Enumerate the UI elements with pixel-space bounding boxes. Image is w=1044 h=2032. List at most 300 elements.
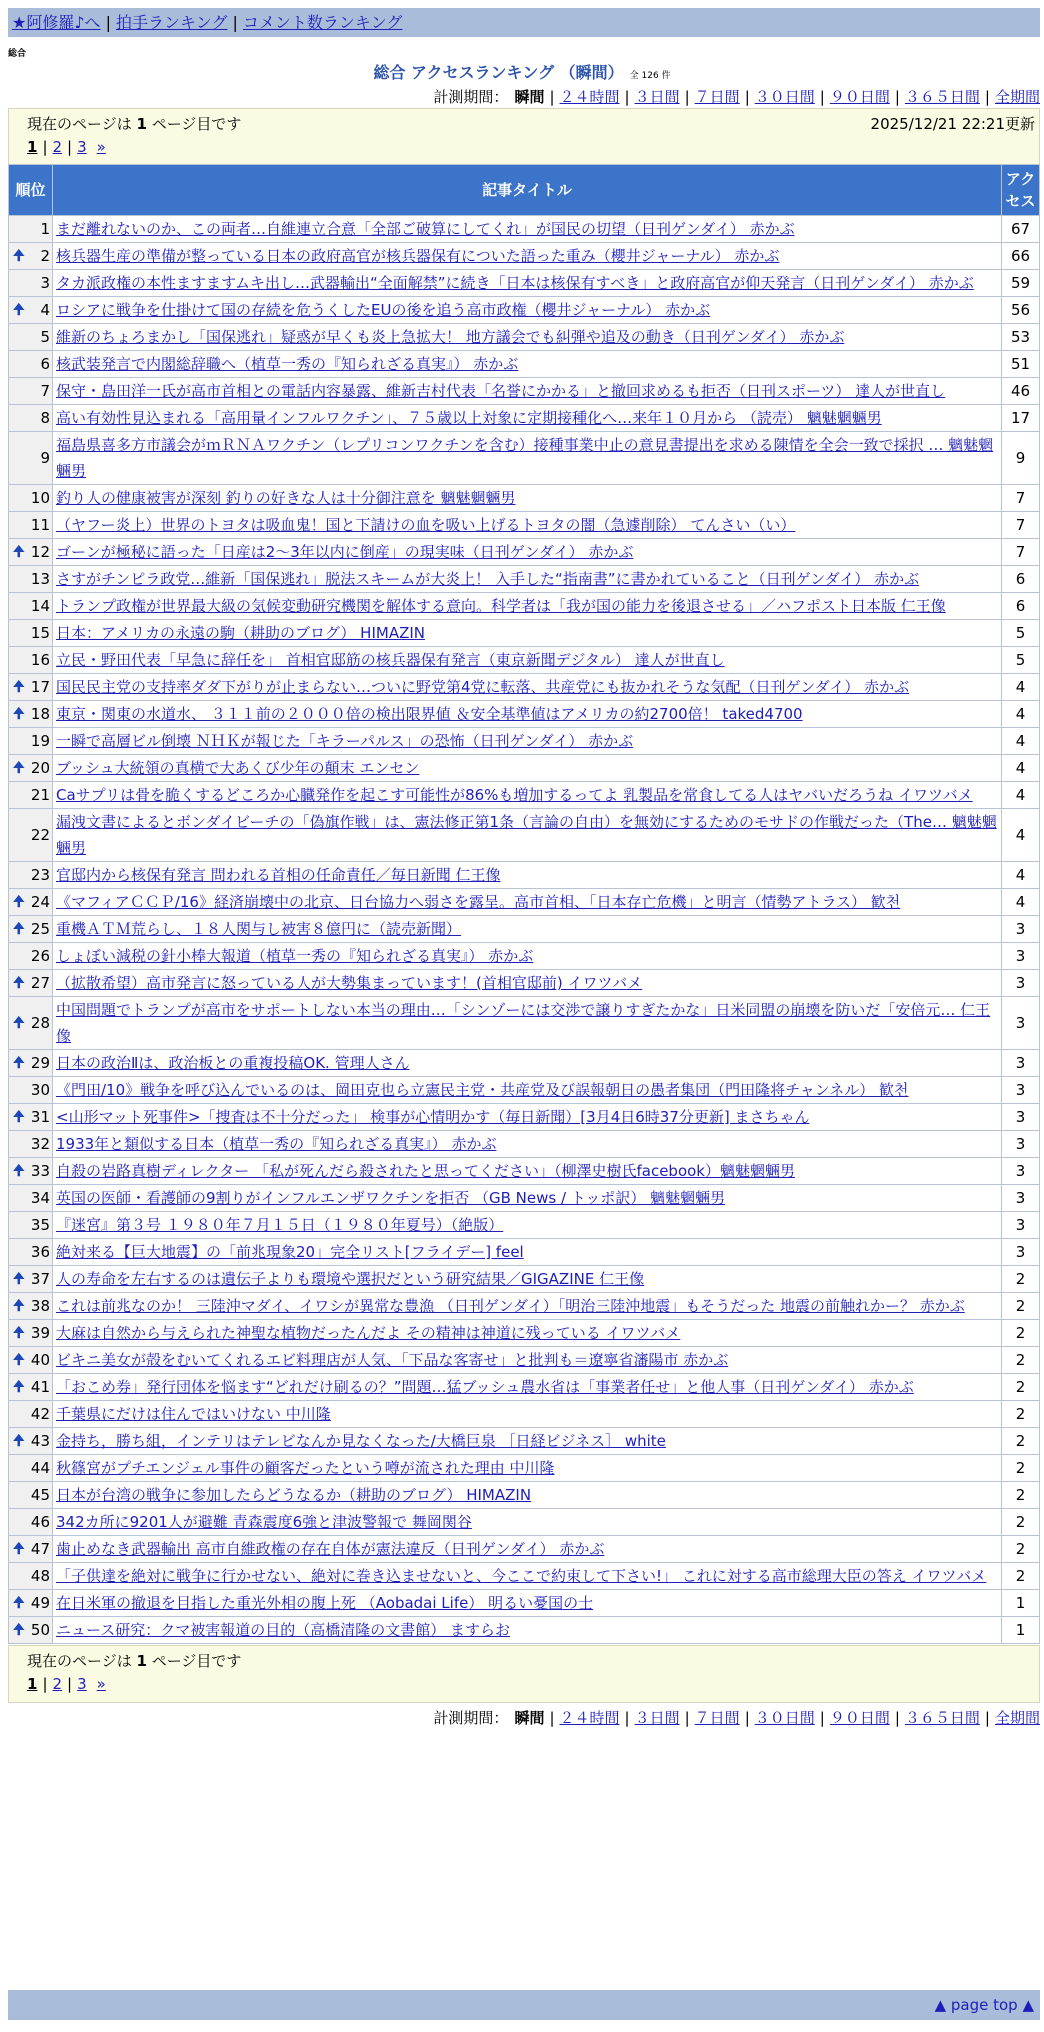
access-count: 1 — [1002, 1617, 1040, 1644]
page-separator: | — [67, 1675, 73, 1693]
title-cell — [53, 1077, 1002, 1104]
title-cell — [53, 1158, 1002, 1185]
up-arrow-icon: 🠉 — [13, 1595, 25, 1611]
article-link[interactable]: 重機ＡＴＭ荒らし、１８人関与し被害８億円に（読売新聞） — [56, 920, 462, 938]
period-link[interactable]: ３０日間 — [754, 1709, 815, 1727]
period-current: 瞬間 — [514, 88, 545, 106]
period-separator: | — [984, 1709, 990, 1727]
title-cell — [53, 1239, 1002, 1266]
rank-number: 36 — [30, 1243, 50, 1261]
table-row — [9, 566, 1040, 593]
article-link[interactable]: 立民・野田代表「早急に辞任を」 首相官邸筋の核兵器保有発言（東京新聞デジタル） 達人が世直し — [56, 651, 725, 669]
up-arrow-icon: 🠉 — [13, 1622, 25, 1638]
rank-number: 41 — [30, 1378, 50, 1396]
access-count: 3 — [1002, 970, 1040, 997]
article-link[interactable]: 福島県喜多方市議会がｍＲＮＡワクチン（レプリコンワクチンを含む）接種事業中止の意見書提出を求める陳情を全会一致で採択 … 魑魅魍魎男 — [56, 436, 994, 480]
title-cell — [53, 728, 1002, 755]
article-link[interactable]: タカ派政権の本性ますますムキ出し…武器輸出“全面解禁”に続き「日本は核保有すべき」と政府高官が仰天発言（日刊ゲンダイ） 赤かぶ — [56, 274, 974, 292]
access-count: 3 — [1002, 1131, 1040, 1158]
access-count: 53 — [1002, 324, 1040, 351]
page-number-link[interactable]: 2 — [52, 138, 63, 156]
article-link[interactable]: 秋篠宮がプチエンジェル事件の顧客だったという噂が流された理由 中川隆 — [56, 1459, 555, 1477]
access-count: 3 — [1002, 1185, 1040, 1212]
article-link[interactable]: 《門田/10》戦争を呼び込んでいるのは、岡田克也ら立憲民主党・共産党及び誤報朝日の愚者集団（門田隆将チャンネル） 歓천 — [56, 1081, 909, 1099]
article-link[interactable]: 千葉県にだけは住んではいけない 中川隆 — [56, 1405, 331, 1423]
article-link[interactable]: ニュース研究：クマ被害報道の目的（高橋清隆の文書館） ますらお — [56, 1621, 511, 1639]
period-link[interactable]: ３０日間 — [754, 88, 815, 106]
title-cell — [53, 620, 1002, 647]
rank-cell — [9, 1212, 53, 1239]
rank-cell — [9, 755, 53, 782]
period-link[interactable]: ２４時間 — [559, 88, 620, 106]
article-link[interactable]: 1933年と類似する日本（植草一秀の『知られざる真実』） 赤かぶ — [56, 1135, 497, 1153]
home-link[interactable]: ★阿修羅♪へ — [12, 13, 101, 32]
rank-cell — [9, 1131, 53, 1158]
rank-number: 5 — [40, 328, 50, 346]
article-link[interactable]: 金持ち，勝ち組，インテリはテレビなんか見なくなった/大橋巨泉 ［日経ビジネス］ white — [56, 1432, 666, 1450]
up-arrow-icon: 🠉 — [13, 706, 25, 722]
pagination — [27, 1675, 106, 1693]
period-separator: | — [624, 1709, 630, 1727]
rank-cell — [9, 485, 53, 512]
table-row — [9, 809, 1040, 862]
article-link[interactable]: 日本の政治Ⅱは、政治板との重複投稿OK. 管理人さん — [56, 1054, 410, 1072]
up-arrow-icon: 🠉 — [13, 1109, 25, 1125]
page-number-current: 1 — [27, 1675, 38, 1693]
table-row — [9, 970, 1040, 997]
table-row — [9, 782, 1040, 809]
period-link[interactable]: ２４時間 — [559, 1709, 620, 1727]
rank-cell — [9, 916, 53, 943]
up-arrow-icon: 🠉 — [13, 921, 25, 937]
title-cell — [53, 1455, 1002, 1482]
page-separator: | — [42, 138, 48, 156]
title-cell — [53, 243, 1002, 270]
access-count: 4 — [1002, 674, 1040, 701]
period-current: 瞬間 — [514, 1709, 545, 1727]
up-arrow-icon: 🠉 — [13, 1433, 25, 1449]
access-count: 4 — [1002, 862, 1040, 889]
period-separator: | — [684, 1709, 690, 1727]
page-top-link[interactable]: ▲ page top ▲ — [934, 1996, 1034, 2014]
access-column-header: アクセス — [1002, 165, 1040, 216]
access-count: 5 — [1002, 620, 1040, 647]
article-link[interactable]: 在日米軍の撤退を目指した重光外相の腹上死 （Aobadai Life） 明るい憂国の士 — [56, 1594, 594, 1612]
table-row — [9, 216, 1040, 243]
next-page-link[interactable]: » — [96, 138, 106, 156]
access-count: 2 — [1002, 1347, 1040, 1374]
nav-separator: | — [105, 13, 111, 32]
article-link[interactable]: 日本が台湾の戦争に参加したらどうなるか（耕助のブログ） HIMAZIN — [56, 1486, 532, 1504]
access-count: 2 — [1002, 1320, 1040, 1347]
article-link[interactable]: 日本：アメリカの永遠の駒（耕助のブログ） HIMAZIN — [56, 624, 425, 642]
article-link[interactable]: 保守・島田洋一氏が高市首相との電話内容暴露、維新吉村代表「名誉にかかる」と撤回求めるも拒否（日刊スポーツ） 達人が世直し — [56, 382, 946, 400]
rank-number: 26 — [30, 947, 50, 965]
title-cell — [53, 566, 1002, 593]
rank-cell — [9, 351, 53, 378]
title-cell — [53, 916, 1002, 943]
access-count: 1 — [1002, 1590, 1040, 1617]
rank-number: 50 — [30, 1621, 50, 1639]
table-row — [9, 916, 1040, 943]
article-link[interactable]: Caサプリは骨を脆くするどころか心臓発作を起こす可能性が86%も増加するってよ 乳製品を常食してる人はヤバいだろうね イワツバメ — [56, 786, 973, 804]
page-number-link[interactable]: 3 — [77, 138, 87, 156]
table-header-row — [9, 165, 1040, 216]
rank-number: 2 — [40, 247, 50, 265]
rank-number: 10 — [30, 489, 50, 507]
rank-cell — [9, 674, 53, 701]
table-row — [9, 1239, 1040, 1266]
current-page-text: 現在のページは 1 ページ目です — [27, 1652, 242, 1670]
rank-number: 11 — [30, 516, 50, 534]
period-link[interactable]: ９０日間 — [829, 1709, 890, 1727]
rank-cell — [9, 243, 53, 270]
table-row — [9, 1482, 1040, 1509]
rank-number: 28 — [30, 1014, 50, 1032]
rank-cell — [9, 1077, 53, 1104]
access-count: 59 — [1002, 270, 1040, 297]
total-count: 全 126 件 — [629, 71, 671, 81]
article-link[interactable]: 中国問題でトランプが高市をサポートしない本当の理由…「シンゾーには交渉で譲りすぎたかな」日米同盟の崩壊を防いだ「安倍元… 仁王像 — [56, 1001, 991, 1045]
table-row — [9, 539, 1040, 566]
title-cell — [53, 809, 1002, 862]
up-arrow-icon: 🠉 — [13, 1163, 25, 1179]
access-count: 56 — [1002, 297, 1040, 324]
rank-number: 13 — [30, 570, 50, 588]
page-separator: | — [67, 138, 73, 156]
title-cell — [53, 1536, 1002, 1563]
up-arrow-icon: 🠉 — [13, 975, 25, 991]
rank-number: 37 — [30, 1270, 50, 1288]
table-row — [9, 1185, 1040, 1212]
article-link[interactable]: 一瞬で高層ビル倒壊 ＮＨＫが報じた「キラーパルス」の恐怖（日刊ゲンダイ） 赤かぶ — [56, 732, 634, 750]
table-row — [9, 997, 1040, 1050]
article-link[interactable]: これは前兆なのか！ 三陸沖マダイ、イワシが異常な豊漁 （日刊ゲンダイ）「明治三陸沖地震」もそうだった 地震の前触れかー？ 赤かぶ — [56, 1297, 965, 1315]
rank-number: 21 — [30, 786, 50, 804]
article-link[interactable]: 「子供達を絶対に戦争に行かせない、絶対に巻き込ませないと、今ここで約束して下さい!」 これに対する高市総理大臣の答え イワツバメ — [56, 1567, 987, 1585]
title-cell — [53, 216, 1002, 243]
rank-number: 30 — [30, 1081, 50, 1099]
title-cell — [53, 1293, 1002, 1320]
period-separator: | — [894, 1709, 900, 1727]
table-row — [9, 512, 1040, 539]
title-cell — [53, 432, 1002, 485]
period-separator: | — [819, 88, 825, 106]
article-link[interactable]: 維新のちょろまかし「国保逃れ」疑惑が早くも炎上急拡大！ 地方議会でも糾弾や追及の動き（日刊ゲンダイ） 赤かぶ — [56, 328, 845, 346]
rank-cell — [9, 997, 53, 1050]
article-link[interactable]: 高い有効性見込まれる「高用量インフルワクチン」、７５歳以上対象に定期接種化へ…来年１０月から （読売） 魑魅魍魎男 — [56, 409, 882, 427]
period-separator: | — [894, 88, 900, 106]
table-row — [9, 1536, 1040, 1563]
article-link[interactable]: 英国の医師・看護師の9割りがインフルエンザワクチンを拒否 （GB News / トッポ訳） 魑魅魍魎男 — [56, 1189, 726, 1207]
up-arrow-icon: 🠉 — [13, 1541, 25, 1557]
article-link[interactable]: 核武装発言で内閣総辞職へ（植草一秀の『知られざる真実』） 赤かぶ — [56, 355, 519, 373]
rank-cell — [9, 512, 53, 539]
access-count: 2 — [1002, 1266, 1040, 1293]
table-row — [9, 351, 1040, 378]
rank-cell — [9, 297, 53, 324]
period-separator: | — [744, 88, 750, 106]
table-row — [9, 1158, 1040, 1185]
rank-cell — [9, 1563, 53, 1590]
rank-cell — [9, 1482, 53, 1509]
rank-number: 32 — [30, 1135, 50, 1153]
table-row — [9, 1077, 1040, 1104]
table-row — [9, 270, 1040, 297]
period-link[interactable]: ３日間 — [634, 88, 680, 106]
rank-cell — [9, 1590, 53, 1617]
access-count: 17 — [1002, 405, 1040, 432]
page-number-link[interactable]: 3 — [77, 1675, 87, 1693]
table-row — [9, 1401, 1040, 1428]
rank-number: 33 — [30, 1162, 50, 1180]
rank-cell — [9, 728, 53, 755]
title-cell — [53, 997, 1002, 1050]
rank-number: 14 — [30, 597, 50, 615]
table-row — [9, 620, 1040, 647]
rank-cell — [9, 1266, 53, 1293]
table-row — [9, 1617, 1040, 1644]
nav-separator: | — [232, 13, 238, 32]
clap-ranking-link[interactable]: 拍手ランキング — [115, 13, 228, 32]
table-row — [9, 593, 1040, 620]
top-nav-bar — [8, 8, 1040, 37]
rank-number: 8 — [40, 409, 50, 427]
title-cell — [53, 970, 1002, 997]
table-row — [9, 405, 1040, 432]
rank-number: 22 — [30, 826, 50, 844]
table-row — [9, 324, 1040, 351]
access-count: 4 — [1002, 701, 1040, 728]
period-separator: | — [549, 1709, 555, 1727]
title-cell — [53, 1212, 1002, 1239]
rank-number: 7 — [40, 382, 50, 400]
rank-cell — [9, 1239, 53, 1266]
article-link[interactable]: 釣り人の健康被害が深刻 釣りの好きな人は十分御注意を 魑魅魍魎男 — [56, 489, 516, 507]
access-count: 2 — [1002, 1482, 1040, 1509]
rank-cell — [9, 1536, 53, 1563]
rank-cell — [9, 1320, 53, 1347]
title-cell — [53, 755, 1002, 782]
title-cell — [53, 1590, 1002, 1617]
access-count: 66 — [1002, 243, 1040, 270]
article-link[interactable]: 大麻は自然から与えられた神聖な植物だったんだよ その精神は神道に残っている イワツバメ — [56, 1324, 681, 1342]
period-label: 計測期間： — [433, 88, 509, 106]
access-count: 3 — [1002, 943, 1040, 970]
rank-number: 12 — [30, 543, 50, 561]
article-link[interactable]: 自殺の岩路真樹ディレクター 「私が死んだら殺されたと思ってください」（柳澤史樹氏facebook）魑魅魍魎男 — [56, 1162, 795, 1180]
article-link[interactable]: さすがチンピラ政党…維新「国保逃れ」脱法スキームが大炎上！ 入手した“指南書”に書かれていること（日刊ゲンダイ） 赤かぶ — [56, 570, 920, 588]
table-row — [9, 243, 1040, 270]
article-link[interactable]: 『迷宮』第３号 １９８０年７月１５日（１９８０年夏号）（絶版） — [56, 1216, 504, 1234]
table-row — [9, 755, 1040, 782]
article-link[interactable]: まだ離れないのか、この両者…自維連立合意「全部ご破算にしてくれ」が国民の切望（日刊ゲンダイ） 赤かぶ — [56, 220, 795, 238]
title-cell — [53, 701, 1002, 728]
up-arrow-icon: 🠉 — [13, 679, 25, 695]
period-link[interactable]: ３６５日間 — [904, 88, 980, 106]
rank-number: 35 — [30, 1216, 50, 1234]
table-row — [9, 1374, 1040, 1401]
access-count: 6 — [1002, 566, 1040, 593]
title-cell — [53, 324, 1002, 351]
period-link[interactable]: 全期間 — [994, 88, 1040, 106]
next-page-link[interactable]: » — [96, 1675, 106, 1693]
article-link[interactable]: 国民民主党の支持率ダダ下がりが止まらない…ついに野党第4党に転落、共産党にも抜かれそうな気配（日刊ゲンダイ） 赤かぶ — [56, 678, 910, 696]
up-arrow-icon: 🠉 — [13, 1298, 25, 1314]
article-link[interactable]: ゴーンが極秘に語った「日産は2〜3年以内に倒産」の現実味（日刊ゲンダイ） 赤かぶ — [56, 543, 634, 561]
rank-number: 44 — [30, 1459, 50, 1477]
article-link[interactable]: ビキニ美女が殻をむいてくれるエビ料理店が人気、「下品な客寄せ」と批判も＝遼寧省瀋陽市 赤かぶ — [56, 1351, 729, 1369]
access-count: 2 — [1002, 1563, 1040, 1590]
table-row — [9, 1050, 1040, 1077]
rank-number: 18 — [30, 705, 50, 723]
rank-number: 27 — [30, 974, 50, 992]
rank-number: 34 — [30, 1189, 50, 1207]
rank-cell — [9, 1509, 53, 1536]
ranking-table — [8, 164, 1040, 1644]
page-number-link[interactable]: 2 — [52, 1675, 63, 1693]
period-link[interactable]: ３日間 — [634, 1709, 680, 1727]
rank-number: 38 — [30, 1297, 50, 1315]
article-link[interactable]: 絶対来る【巨大地震】の「前兆現象20」完全リスト[フライデー] feel — [56, 1243, 524, 1261]
page-separator: | — [42, 1675, 48, 1693]
rank-cell — [9, 405, 53, 432]
access-count: 67 — [1002, 216, 1040, 243]
period-link[interactable]: 全期間 — [994, 1709, 1040, 1727]
table-row — [9, 889, 1040, 916]
rank-column-header: 順位 — [9, 165, 53, 216]
rank-cell — [9, 1617, 53, 1644]
title-cell — [53, 674, 1002, 701]
access-count: 9 — [1002, 432, 1040, 485]
article-link[interactable]: 人の寿命を左右するのは遺伝子よりも環境や選択だという研究結果／GIGAZINE 仁王像 — [56, 1270, 645, 1288]
rank-cell — [9, 647, 53, 674]
rank-cell — [9, 1401, 53, 1428]
table-row — [9, 1428, 1040, 1455]
title-cell — [53, 1050, 1002, 1077]
table-row — [9, 862, 1040, 889]
article-link[interactable]: 官邸内から核保有発言 問われる首相の任命責任／毎日新聞 仁王像 — [56, 866, 501, 884]
access-count: 4 — [1002, 889, 1040, 916]
access-count: 2 — [1002, 1509, 1040, 1536]
article-link[interactable]: 歯止めなき武器輸出 高市自維政権の存在自体が憲法違反（日刊ゲンダイ） 赤かぶ — [56, 1540, 605, 1558]
title-cell — [53, 1374, 1002, 1401]
article-link[interactable]: （ヤフー炎上）世界のトヨタは吸血鬼！国と下請けの血を吸い上げるトヨタの闇（急遽削除） てんさい（い） — [56, 516, 796, 534]
rank-number: 4 — [40, 301, 50, 319]
rank-number: 3 — [40, 274, 50, 292]
page-info-bottom — [8, 1645, 1040, 1703]
period-separator: | — [984, 88, 990, 106]
rank-cell — [9, 1104, 53, 1131]
rank-number: 1 — [40, 220, 50, 238]
rank-cell — [9, 1347, 53, 1374]
table-row — [9, 378, 1040, 405]
rank-cell — [9, 620, 53, 647]
article-link[interactable]: （拡散希望）高市発言に怒っている人が大勢集まっています！(首相官邸前) イワツバメ — [56, 974, 643, 992]
up-arrow-icon: 🠉 — [13, 1055, 25, 1071]
article-link[interactable]: 核兵器生産の準備が整っている日本の政府高官が核兵器保有についた語った重み（櫻井ジャーナル） 赤かぶ — [56, 247, 780, 265]
table-row — [9, 432, 1040, 485]
access-count: 2 — [1002, 1536, 1040, 1563]
up-arrow-icon: 🠉 — [13, 894, 25, 910]
period-link[interactable]: ３６５日間 — [904, 1709, 980, 1727]
rank-cell — [9, 701, 53, 728]
rank-number: 17 — [30, 678, 50, 696]
access-count: 2 — [1002, 1374, 1040, 1401]
period-separator: | — [684, 88, 690, 106]
rank-cell — [9, 1374, 53, 1401]
article-link[interactable]: 漏洩文書によるとボンダイビーチの「偽旗作戦」は、憲法修正第1条（言論の自由）を無効にするためのモサドの作戦だった（The… 魑魅魍魎男 — [56, 813, 997, 857]
article-link[interactable]: <山形マット死事件>「捜査は不十分だった」 検事が心情明かす（毎日新聞）[3月4日6時37分更新] まさちゃん — [56, 1108, 810, 1126]
table-row — [9, 728, 1040, 755]
rank-number: 48 — [30, 1567, 50, 1585]
rank-cell — [9, 566, 53, 593]
rank-number: 19 — [30, 732, 50, 750]
article-link[interactable]: 「おこめ券」発行団体を悩ます“どれだけ刷るの？”問題…猛ブッシュ農水省は「事業者任せ」と他人事（日刊ゲンダイ） 赤かぶ — [56, 1378, 914, 1396]
title-cell — [53, 1482, 1002, 1509]
title-cell — [53, 1428, 1002, 1455]
table-row — [9, 1293, 1040, 1320]
period-link[interactable]: ９０日間 — [829, 88, 890, 106]
period-selector — [433, 86, 1040, 107]
table-row — [9, 701, 1040, 728]
title-cell — [53, 1563, 1002, 1590]
title-cell — [53, 405, 1002, 432]
period-separator: | — [744, 1709, 750, 1727]
period-link[interactable]: ７日間 — [694, 88, 740, 106]
rank-number: 29 — [30, 1054, 50, 1072]
current-page-text: 現在のページは 1 ページ目です — [27, 115, 242, 133]
article-link[interactable]: ロシアに戦争を仕掛けて国の存続を危うくしたEUの後を追う高市政権（櫻井ジャーナル） 赤かぶ — [56, 301, 711, 319]
period-separator: | — [549, 88, 555, 106]
article-link[interactable]: 東京・関東の水道水、 ３１１前の２０００倍の検出限界値 ＆安全基準値はアメリカの約2700倍！ taked4700 — [56, 705, 803, 723]
rank-number: 43 — [30, 1432, 50, 1450]
bottom-bar — [8, 1990, 1040, 2020]
title-cell — [53, 1509, 1002, 1536]
page-number-current: 1 — [27, 138, 38, 156]
title-cell — [53, 1104, 1002, 1131]
rank-cell — [9, 1293, 53, 1320]
access-count: 2 — [1002, 1455, 1040, 1482]
article-link[interactable]: 《マフィアＣＣＰ/16》経済崩壊中の北京、日台協力へ弱さを露呈。高市首相、「日本存亡危機」と明言（情勢アトラス） 歓천 — [56, 893, 901, 911]
up-arrow-icon: 🠉 — [13, 760, 25, 776]
table-row — [9, 1509, 1040, 1536]
rank-cell — [9, 862, 53, 889]
title-cell — [53, 782, 1002, 809]
article-link[interactable]: 342カ所に9201人が避難 青森震度6強と津波警報で 舞岡関谷 — [56, 1513, 472, 1531]
period-link[interactable]: ７日間 — [694, 1709, 740, 1727]
article-link[interactable]: ブッシュ大統領の真横で大あくび少年の顛末 エンセン — [56, 759, 420, 777]
title-cell — [53, 889, 1002, 916]
access-count: 7 — [1002, 512, 1040, 539]
ranking-title-row — [0, 60, 1044, 83]
rank-cell — [9, 943, 53, 970]
title-cell — [53, 647, 1002, 674]
access-count: 3 — [1002, 1077, 1040, 1104]
title-cell — [53, 1185, 1002, 1212]
article-link[interactable]: しょぼい減税の針小棒大報道（植草一秀の『知られざる真実』） 赤かぶ — [56, 947, 534, 965]
period-selector — [433, 1707, 1040, 1728]
access-count: 4 — [1002, 809, 1040, 862]
article-link[interactable]: トランプ政権が世界最大級の気候変動研究機関を解体する意向。科学者は「我が国の能力を後退させる」／ハフポスト日本版 仁王像 — [56, 597, 946, 615]
rank-cell — [9, 1050, 53, 1077]
title-cell — [53, 1131, 1002, 1158]
table-row — [9, 297, 1040, 324]
access-count: 4 — [1002, 782, 1040, 809]
rank-cell — [9, 378, 53, 405]
comment-ranking-link[interactable]: コメント数ランキング — [242, 13, 403, 32]
rank-number: 42 — [30, 1405, 50, 1423]
